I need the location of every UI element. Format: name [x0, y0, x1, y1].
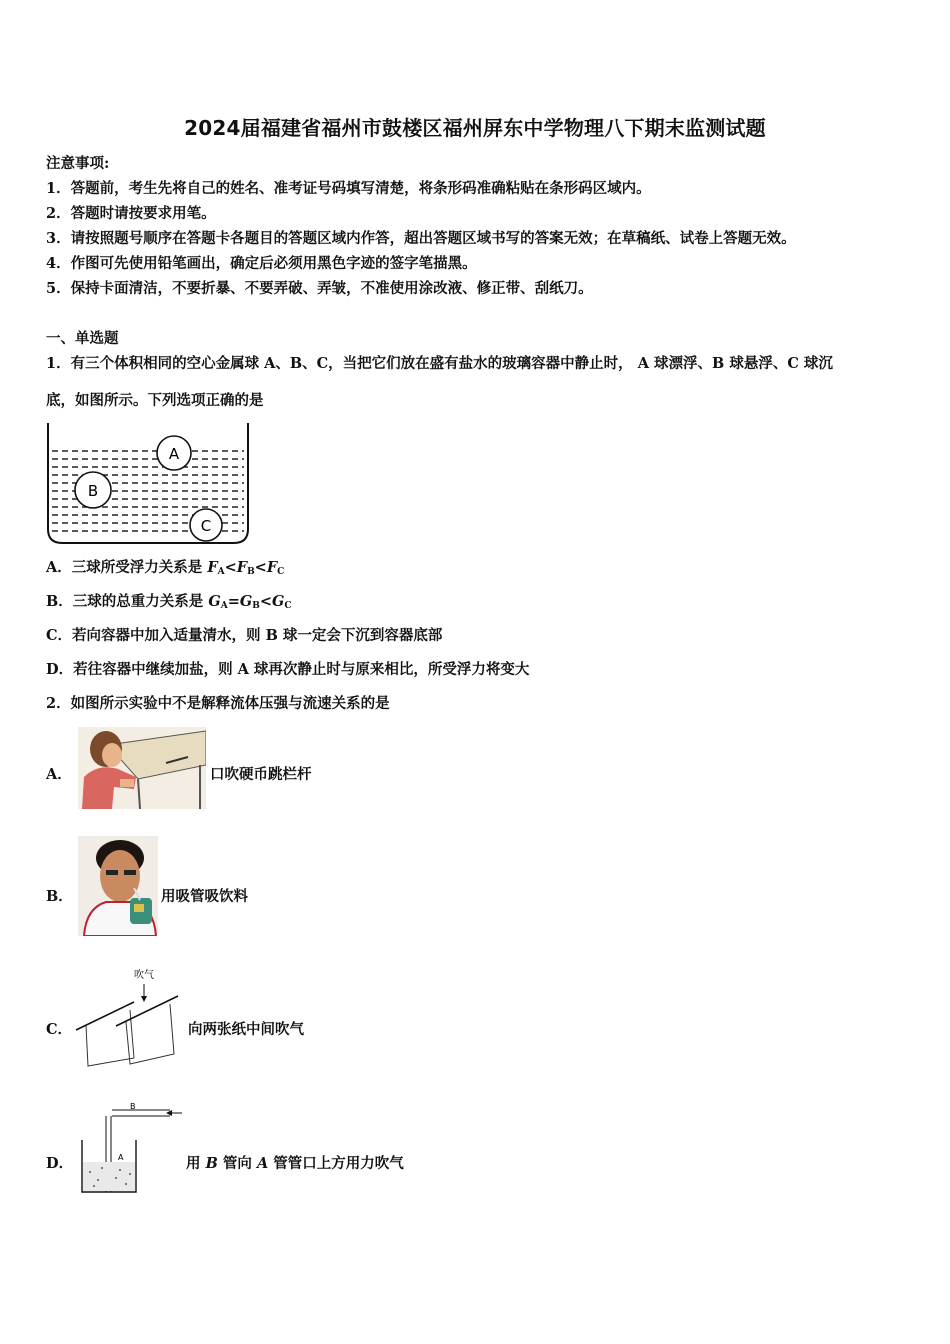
notice-item-2: 2．答题时请按要求用笔。: [46, 205, 216, 222]
notice-heading: 注意事项:: [46, 155, 110, 172]
q1-option-d[interactable]: D．若往容器中继续加盐，则 A 球再次静止时与原来相比，所受浮力将变大: [46, 661, 530, 678]
question-1-stem-line1: 1．有三个体积相同的空心金属球 A、B、C，当把它们放在盛有盐水的玻璃容器中静止时， A 球漂浮、B 球悬浮、C 球沉: [46, 355, 833, 372]
q2-option-d-label[interactable]: D．: [46, 1155, 74, 1172]
q2-option-a-text[interactable]: 口吹硬币跳栏杆: [210, 766, 312, 783]
q2-option-b-label[interactable]: B．: [46, 888, 73, 905]
q1-container-figure: [46, 421, 252, 547]
page-title: 2024届福建省福州市鼓楼区福州屏东中学物理八下期末监测试题: [184, 116, 766, 140]
question-2-stem: 2．如图所示实验中不是解释流体压强与流速关系的是: [46, 695, 390, 712]
notice-item-3: 3．请按照题号顺序在答题卡各题目的答题区域内作答，超出答题区域书写的答案无效；在草稿纸、试卷上答题无效。: [46, 230, 796, 247]
section-heading: 一、单选题: [46, 330, 119, 347]
ball-c-label: C: [200, 517, 212, 535]
two-papers-blowing-figure: [72, 966, 184, 1070]
q1-option-a[interactable]: A．三球所受浮力关系是 $F_A<F_B<F_C$: [46, 559, 285, 577]
q1-option-b[interactable]: B．三球的总重力关系是 $G_A=G_B<G_C$: [46, 593, 292, 611]
boy-drinking-straw-image: [78, 836, 158, 936]
q2-option-c-text[interactable]: 向两张纸中间吹气: [188, 1021, 304, 1038]
blow-air-label: 吹气: [134, 970, 154, 981]
tube-b-label: B: [130, 1102, 136, 1111]
q2-option-d-text[interactable]: 用 B 管向 A 管管口上方用力吹气: [186, 1155, 404, 1172]
girl-blowing-coin-image: [78, 727, 206, 809]
ball-b-label: B: [87, 482, 99, 500]
question-1-stem-line2: 底，如图所示。下列选项正确的是: [46, 392, 264, 409]
q2-option-a-label[interactable]: A．: [46, 766, 72, 783]
blowing-over-tube-figure: [76, 1100, 184, 1196]
notice-item-5: 5．保持卡面清洁，不要折暴、不要弄破、弄皱，不准使用涂改液、修正带、刮纸刀。: [46, 280, 593, 297]
ball-a-label: A: [168, 445, 180, 463]
q2-option-b-text[interactable]: 用吸管吸饮料: [161, 888, 248, 905]
q2-option-c-label[interactable]: C．: [46, 1021, 73, 1038]
notice-item-1: 1．答题前，考生先将自己的姓名、准考证号码填写清楚，将条形码准确粘贴在条形码区域内。: [46, 180, 651, 197]
notice-item-4: 4．作图可先使用铅笔画出，确定后必须用黑色字迹的签字笔描黑。: [46, 255, 477, 272]
tube-a-label: A: [118, 1153, 124, 1162]
q1-option-c[interactable]: C．若向容器中加入适量清水，则 B 球一定会下沉到容器底部: [46, 627, 443, 644]
